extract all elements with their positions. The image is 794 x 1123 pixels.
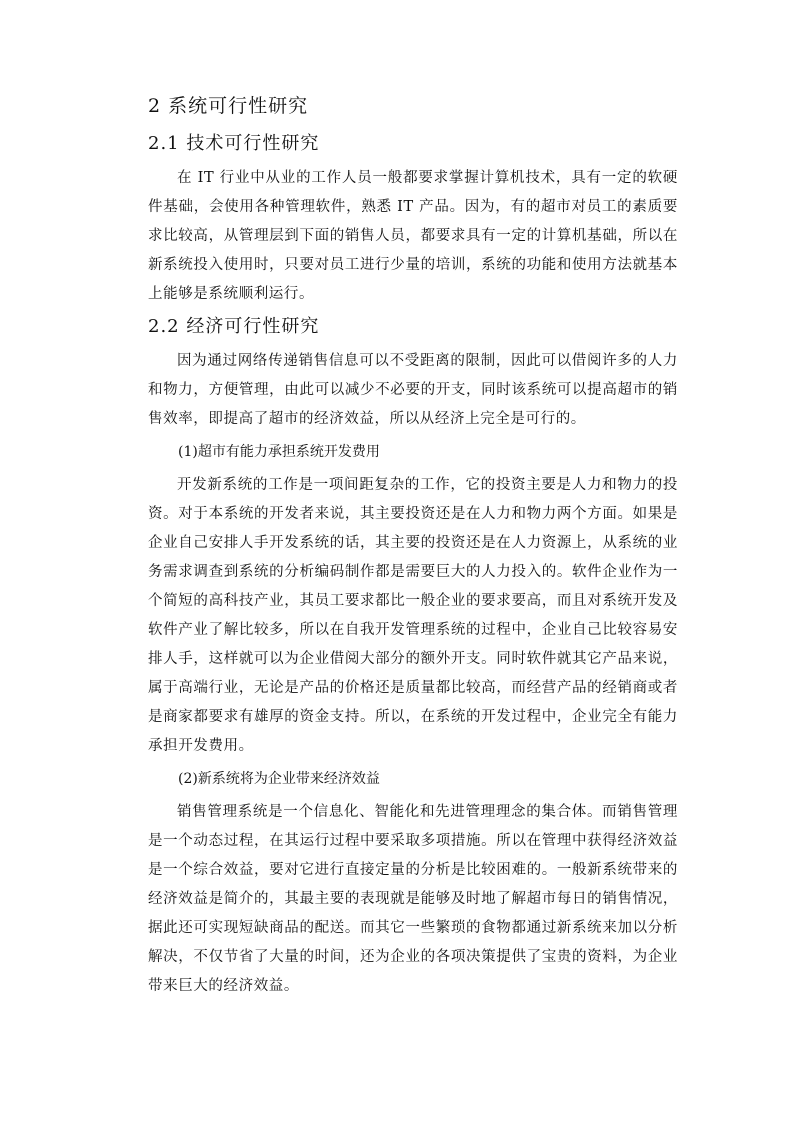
- document-page: [148, 92, 678, 1005]
- section-heading-technical: 2.1 技术可行性研究: [148, 133, 320, 154]
- paragraph-economic-benefit: 销售管理系统是一个信息化、智能化和先进管理理念的集合体。而销售管理是一个动态过程，在其运行过程中要采取多项措施。所以在管理中获得经济效益是一个综合效益，要对它进行直接定量的分析是比较困难的。一般新系统带来的经济效益是简介的，其最主要的表现就是能够及时地了解超市每日的销售情况，据此还可实现短缺商品的配送。而其它一些繁琐的食物都通过新系统来加以分析解决，不仅节省了大量的时间，还为企业的各项决策提供了宝贵的资料，为企业带来巨大的经济效益。: [148, 804, 678, 994]
- chapter-heading: 2 系统可行性研究: [148, 95, 309, 117]
- paragraph-economic-intro: 因为通过网络传递销售信息可以不受距离的限制，因此可以借阅许多的人力和物力，方便管理，由此可以减少不必要的开支，同时该系统可以提高超市的销售效率，即提高了超市的经济效益，所以从经济上完全是可行的。: [148, 353, 678, 427]
- subheading-development-cost: (1)超市有能力承担系统开发费用: [178, 444, 380, 460]
- paragraph-technical: 在 IT 行业中从业的工作人员一般都要求掌握计算机技术，具有一定的软硬件基础，会使用各种管理软件，熟悉 IT 产品。因为，有的超市对员工的素质要求比较高，从管理层到下面的销售人员，都要求具有一定的计算机基础，所以在新系统投入使用时，只要对员工进行少量的培训，系统的功能和使用方法就基本上能够是系统顺利运行。: [148, 170, 678, 302]
- paragraph-development-cost: 开发新系统的工作是一项间距复杂的工作，它的投资主要是人力和物力的投资。对于本系统的开发者来说，其主要投资还是在人力和物力两个方面。如果是企业自己安排人手开发系统的话，其主要的投资还是在人力资源上，从系统的业务需求调查到系统的分析编码制作都是需要巨大的人力投入的。软件企业作为一个简短的高科技产业，其员工要求都比一般企业的要求要高，而且对系统开发及软件产业了解比较多，所以在自我开发管理系统的过程中，企业自己比较容易安排人手，这样就可以为企业借阅大部分的额外开支。同时软件就其它产品来说，属于高端行业，无论是产品的价格还是质量都比较高，而经营产品的经销商或者是商家都要求有雄厚的资金支持。所以，在系统的开发过程中，企业完全有能力承担开发费用。: [148, 477, 678, 754]
- subheading-economic-benefit: (2)新系统将为企业带来经济效益: [178, 771, 380, 787]
- section-heading-economic: 2.2 经济可行性研究: [148, 316, 320, 337]
